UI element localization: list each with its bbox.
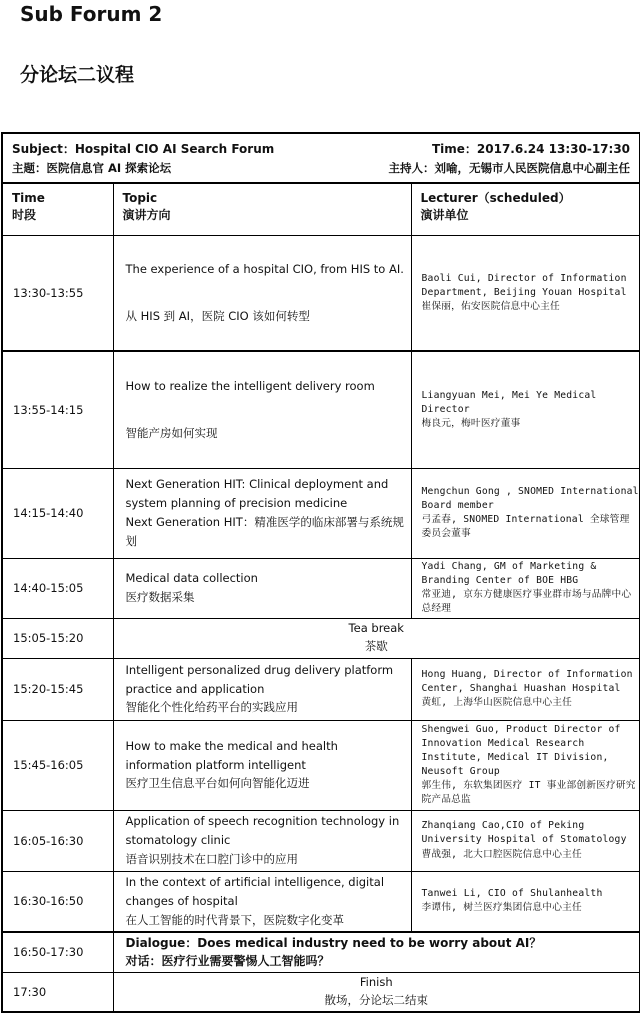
subject-time: Time：2017.6.24 13:30-17:30 xyxy=(431,142,631,156)
row-lecturer xyxy=(411,558,640,618)
row-topic-en: Next Generation HIT: Clinical deployment and system planning of precision medicine xyxy=(125,477,389,511)
row-topic-zh: 在人工智能的时代背景下，医院数字化变革 xyxy=(125,912,344,927)
row-topic-zh: 语音识别技术在口腔门诊中的应用 xyxy=(125,851,298,866)
row-time: 17:30 xyxy=(2,972,113,1012)
tea-break-zh: 茶歇 xyxy=(364,639,388,653)
row-lecturer-zh: 曹战强, 北大口腔医院信息中心主任 xyxy=(421,848,582,860)
row-time: 14:15-14:40 xyxy=(2,468,113,558)
row-lecturer xyxy=(411,810,640,871)
row-time: 16:50-17:30 xyxy=(2,932,113,972)
row-topic xyxy=(113,351,411,468)
lecturer-header-en: Lecturer（scheduled） xyxy=(420,191,571,205)
row-topic-zh: 医疗卫生信息平台如何向智能化迈进 xyxy=(125,776,310,791)
row-topic xyxy=(113,658,411,720)
row-lecturer xyxy=(411,720,640,810)
subject-host: 主持人：刘喻，无锡市人民医院信息中心副主任 xyxy=(388,161,631,175)
topic-header xyxy=(113,183,411,235)
row-time: 13:30-13:55 xyxy=(2,235,113,351)
row-topic xyxy=(113,235,411,351)
row-lecturer-en: Zhanqiang Cao,CIO of Peking University Hospital of Stomatology xyxy=(421,820,627,846)
table-row xyxy=(2,720,640,810)
dialogue-en: Dialogue：Does medical industry need to be worry about AI？ xyxy=(125,935,542,950)
subject-label-zh: 主题：医院信息官 AI 探索论坛 xyxy=(12,161,172,175)
subject-label: Subject：Hospital CIO AI Search Forum xyxy=(12,142,275,156)
page-subtitle: 分论坛二议程 xyxy=(20,64,135,86)
row-lecturer-en: Yadi Chang, GM of Marketing & Branding Center of BOE HBG xyxy=(421,560,597,586)
dialogue-cell xyxy=(113,932,640,972)
dialogue-zh: 对话：医疗行业需要警惕人工智能吗？ xyxy=(125,954,330,969)
page-title: Sub Forum 2 xyxy=(20,2,163,26)
time-header-en: Time xyxy=(12,191,45,205)
row-lecturer-zh: 李谭伟, 树兰医疗集团信息中心主任 xyxy=(421,902,582,914)
time-header xyxy=(2,183,113,235)
subject-cell xyxy=(2,133,640,183)
row-time: 15:45-16:05 xyxy=(2,720,113,810)
finish-cell xyxy=(113,972,640,1012)
row-lecturer xyxy=(411,351,640,468)
tea-break-en: Tea break xyxy=(348,621,404,636)
row-lecturer-en: Hong Huang, Director of Information Center, Shanghai Huashan Hospital xyxy=(421,668,633,694)
row-topic-en: In the context of artificial intelligence, digital changes of hospital xyxy=(125,874,385,908)
table-row xyxy=(2,468,640,558)
row-lecturer-zh: 梅良元，梅叶医疗董事 xyxy=(421,417,521,429)
row-topic xyxy=(113,468,411,558)
row-lecturer-en: Tanwei Li, CIO of Shulanhealth xyxy=(421,888,603,900)
row-topic-zh: 从 HIS 到 AI，医院 CIO 该如何转型 xyxy=(125,308,310,323)
row-topic-en: How to make the medical and health information platform intelligent xyxy=(125,738,338,772)
row-lecturer-en: Baoli Cui, Director of Information Department, Beijing Youan Hospital xyxy=(421,272,627,298)
row-lecturer xyxy=(411,468,640,558)
row-topic-zh: Next Generation HIT：精准医学的临床部署与系统规划 xyxy=(125,515,404,548)
table-row xyxy=(2,871,640,932)
table-row xyxy=(2,235,640,351)
topic-header-en: Topic xyxy=(122,191,158,205)
tea-break-cell xyxy=(113,618,640,658)
lecturer-header xyxy=(411,183,640,235)
row-time: 16:05-16:30 xyxy=(2,810,113,871)
row-topic xyxy=(113,558,411,618)
row-topic xyxy=(113,720,411,810)
row-time: 15:05-15:20 xyxy=(2,618,113,658)
row-topic xyxy=(113,810,411,871)
row-lecturer xyxy=(411,235,640,351)
row-lecturer-en: Liangyuan Mei, Mei Ye Medical Director xyxy=(421,389,597,415)
row-lecturer-zh: 黄虹, 上海华山医院信息中心主任 xyxy=(421,697,572,709)
lecturer-header-zh: 演讲单位 xyxy=(420,207,469,222)
row-lecturer-en: Mengchun Gong , SNOMED International Board member xyxy=(421,485,639,511)
column-header-row xyxy=(2,183,640,235)
row-topic-zh: 智能化个性化给药平台的实践应用 xyxy=(125,700,298,715)
table-row xyxy=(2,618,640,658)
row-lecturer xyxy=(411,658,640,720)
row-topic-en: How to realize the intelligent delivery room xyxy=(125,378,375,393)
row-topic xyxy=(113,871,411,932)
row-topic-zh: 智能产房如何实现 xyxy=(125,425,218,440)
table-row xyxy=(2,351,640,468)
time-header-zh: 时段 xyxy=(12,207,37,222)
table-row xyxy=(2,558,640,618)
row-topic-en: The experience of a hospital CIO, from HIS to AI. xyxy=(125,261,404,276)
row-topic-en: Intelligent personalized drug delivery platform practice and application xyxy=(125,662,394,696)
subject-row xyxy=(2,133,640,183)
table-row xyxy=(2,932,640,972)
row-lecturer-zh: 常亚迪, 京东方健康医疗事业群市场与品牌中心总经理 xyxy=(421,589,632,615)
topic-header-zh: 演讲方向 xyxy=(122,207,171,222)
finish-en: Finish xyxy=(359,974,393,989)
table-row xyxy=(2,658,640,720)
row-time: 14:40-15:05 xyxy=(2,558,113,618)
row-time: 15:20-15:45 xyxy=(2,658,113,720)
row-lecturer-zh: 弓孟春, SNOMED International 全球管理委员会董事 xyxy=(421,514,630,540)
row-time: 13:55-14:15 xyxy=(2,351,113,468)
row-lecturer xyxy=(411,871,640,932)
row-topic-en: Medical data collection xyxy=(125,571,258,586)
row-time: 16:30-16:50 xyxy=(2,871,113,932)
table-row xyxy=(2,972,640,1012)
row-lecturer-zh: 崔保丽，佑安医院信息中心主任 xyxy=(421,300,560,312)
finish-zh: 散场，分论坛二结束 xyxy=(324,992,428,1007)
agenda-table xyxy=(1,132,640,1013)
row-topic-zh: 医疗数据采集 xyxy=(125,590,195,604)
row-topic-en: Application of speech recognition technology in stomatology clinic xyxy=(125,814,400,848)
row-lecturer-en: Shengwei Guo, Product Director of Innovation Medical Research Institute, Medical IT Division, Neusoft Group xyxy=(421,723,621,777)
row-lecturer-zh: 郭生伟, 东软集团医疗 IT 事业部创新医疗研究院产品总监 xyxy=(421,780,636,806)
table-row xyxy=(2,810,640,871)
